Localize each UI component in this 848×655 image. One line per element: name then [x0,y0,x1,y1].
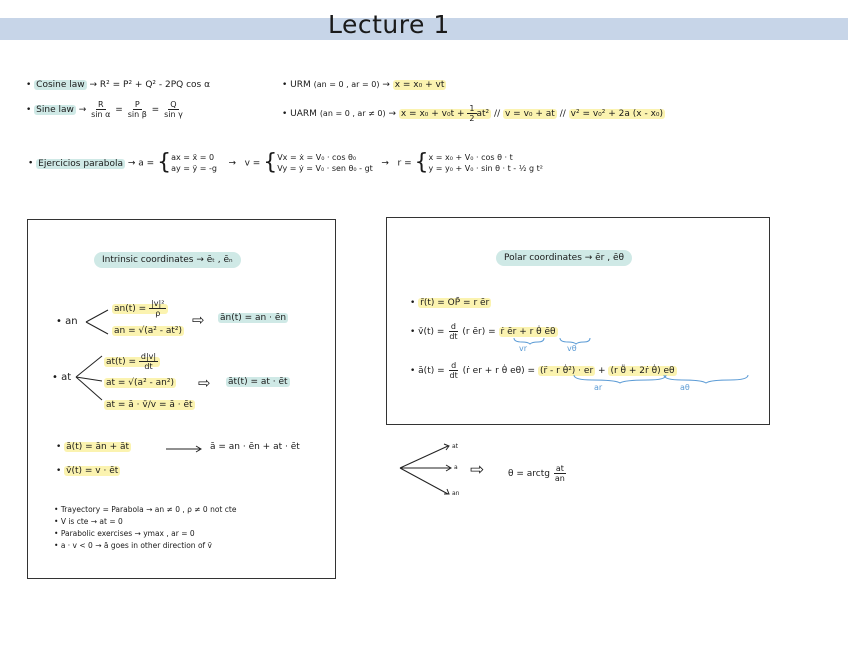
diagram-label-at: at [452,443,459,450]
an-label: • an [56,316,78,327]
urm-condition: (an = 0 , ar = 0) [313,80,380,89]
projectile-v-system: Vx = ẋ = V₀ · cos θ₀ Vy = ẏ = V₀ · sen θ₀ - gt [277,153,373,173]
sine-law: • Sine law → $\frac{R}{\text{sin α}}$ = $\frac{P}{\text{sin β}}$ = $\frac{Q}{\text{sin γ}}$ [26,100,183,119]
projectile-line: • Ejercicios parabola → a = { ax = ẍ = 0 ay = ÿ = -g → v = { Vx = ẋ = V₀ · cos θ₀ Vy = ẏ = V₀ · sen θ₀ - gt → r = { x = x₀ + V₀ · cos θ · t y = y₀ + V₀ · sin θ · t - ½ g t² [28,150,543,175]
intrinsic-title: Intrinsic coordinates → ēₜ , ēₙ [94,255,241,265]
an-top-formula: an(t) = $\frac{\text{|v|²}}{\rho}$ [112,299,168,318]
acceleration-underbraces [572,375,772,383]
theta-formula: θ = arctg $\frac{at}{an}$ [508,464,565,483]
acceleration-line: • ā(t) = ān + āt [56,442,130,452]
sine-law-label: Sine law [36,105,74,115]
cosine-law: • Cosine law → R² = P² + Q² - 2PQ cos α [26,80,211,90]
uarm-separator-2: // [559,109,566,119]
uarm-velocity-formula: v = v₀ + at [504,109,555,119]
at-mid-formula: at = √(a² - an²) [106,378,174,388]
projectile-a-lhs: a = [138,158,155,169]
note-item: • V is cte → at = 0 [54,517,123,526]
an-result: ān(t) = an · ēn [220,313,287,323]
note-item: • Parabolic exercises → ymax , ar = 0 [54,529,195,538]
projectile-v-lhs: v = [244,158,261,169]
projectile-r-system: x = x₀ + V₀ · cos θ · t y = y₀ + V₀ · sin θ · t - ½ g t² [428,153,543,173]
at-implies-arrow: ⇨ [198,374,211,392]
polar-acceleration-line: • ā(t) = $\frac{d}{dt}$ (ṙ er + r θ̇ eθ) = (r̈ - r θ̇²) · er + (r θ̈ + 2ṙ θ̇) eθ [410,361,675,380]
sine-frac-2: $\frac{P}{\text{sin β}}$ [127,100,147,119]
urm-label: URM [290,80,311,90]
urm-formula: x = x₀ + vt [394,80,445,90]
projectile-r-lhs: r = [397,158,412,169]
uarm-position-formula: x = x₀ + v₀t + $\frac{1}{2}$ at² [400,104,490,123]
at-bottom-formula: at = ā · v̄/v = ā · ēt [106,400,193,410]
polar-title: Polar coordinates → ēr , ēθ [496,253,632,263]
sine-frac-1: $\frac{R}{\text{sin α}}$ [91,100,111,119]
diagram-label-a: a [454,464,458,471]
uarm-torricelli-formula: v² = v₀² + 2a (x - x₀) [570,109,664,119]
at-top-formula: at(t) = $\frac{d|v|}{dt}$ [104,352,160,371]
acceleration-result: ā = an · ēn + at · ēt [210,442,300,452]
intrinsic-notes [54,504,236,552]
polar-velocity-line: • v̄(t) = $\frac{d}{dt}$ (r ēr) = ṙ ēr + r θ̇ ēθ [410,322,556,341]
ar-underbrace-label: ar [594,383,603,392]
projectile-a-system: ax = ẍ = 0 ay = ÿ = -g [171,153,218,173]
uarm-separator-1: // [494,109,501,119]
vector-decomposition-diagram [396,440,459,500]
polar-coordinates-box [386,217,770,425]
an-bottom-formula: an = √(a² - at²) [114,326,182,336]
note-item: • Trayectory = Parabola → an ≠ 0 , ρ ≠ 0 not cte [54,505,237,514]
cosine-law-formula: R² = P² + Q² - 2PQ cos α [99,80,211,90]
note-item: • a · v < 0 → ā goes in other direction of v̄ [54,541,212,550]
diagram-implies-arrow: ⇨ [470,460,485,480]
vr-underbrace-label: vr [519,344,528,353]
uarm-condition: (an = 0 , ar ≠ 0) [319,109,386,118]
sine-frac-3: $\frac{Q}{\text{sin γ}}$ [164,100,183,119]
velocity-underbraces [512,338,632,344]
diagram-label-an: an [452,490,460,497]
acceleration-arrow [166,444,206,454]
urm-line: • URM (an = 0 , ar = 0) → x = x₀ + vt [282,80,445,90]
uarm-label: UARM [290,109,317,119]
velocity-line: • v̄(t) = v · ēt [56,466,119,476]
atheta-underbrace-label: aθ [680,383,690,392]
vtheta-underbrace-label: vθ [567,344,577,353]
at-result: āt(t) = at · ēt [228,377,288,387]
page-title: Lecture 1 [328,10,450,39]
polar-velocity-result: ṙ ēr + r θ̇ ēθ [500,327,556,337]
polar-accel-radial: (r̈ - r θ̇²) · er [539,366,594,376]
cosine-law-label: Cosine law [36,80,85,90]
an-implies-arrow: ⇨ [192,311,205,329]
at-label: • at [52,372,72,383]
uarm-line: • UARM (an = 0 , ar ≠ 0) → x = x₀ + v₀t + $\frac{1}{2}$ at² // v = v₀ + at // v² = v₀² + 2a (x - x₀) [282,104,664,123]
projectile-label: Ejercicios parabola [38,158,124,169]
polar-position-line: • r̄(t) = OP̄ = r ēr [410,298,490,308]
polar-accel-transverse: (r θ̈ + 2ṙ θ̇) eθ [610,366,675,376]
